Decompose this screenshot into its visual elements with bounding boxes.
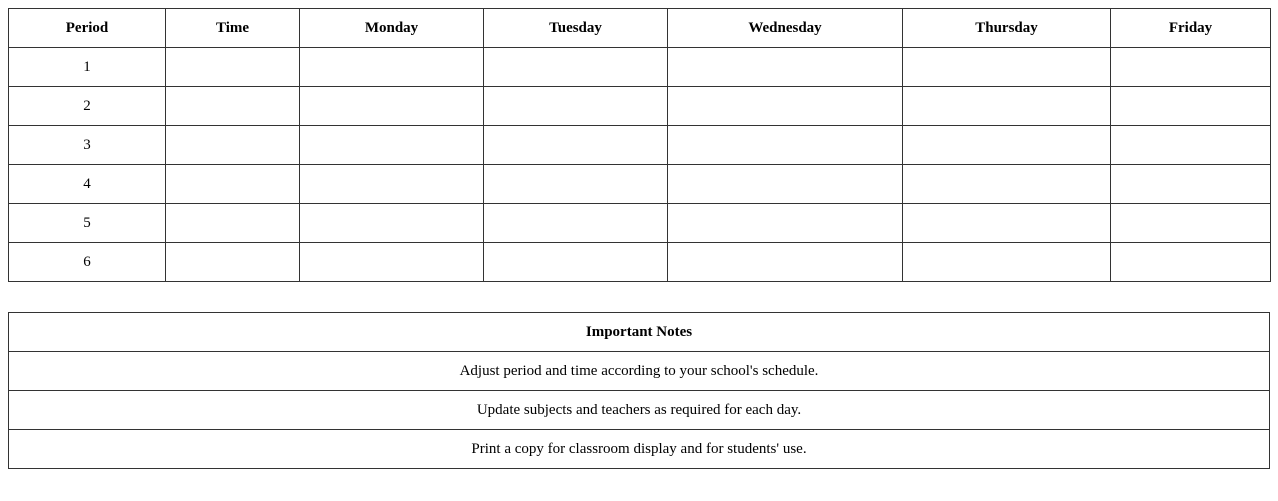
thursday-cell[interactable]	[903, 165, 1111, 204]
monday-cell[interactable]	[300, 48, 484, 87]
friday-cell[interactable]	[1111, 48, 1271, 87]
time-cell[interactable]	[166, 126, 300, 165]
monday-cell[interactable]	[300, 126, 484, 165]
wednesday-cell[interactable]	[668, 204, 903, 243]
note-item: Adjust period and time according to your school's schedule.	[9, 352, 1270, 391]
notes-title: Important Notes	[9, 313, 1270, 352]
period-cell: 3	[9, 126, 166, 165]
friday-cell[interactable]	[1111, 126, 1271, 165]
header-monday: Monday	[300, 9, 484, 48]
header-period: Period	[9, 9, 166, 48]
table-row	[9, 352, 1270, 391]
period-cell: 6	[9, 243, 166, 282]
header-thursday: Thursday	[903, 9, 1111, 48]
header-tuesday: Tuesday	[484, 9, 668, 48]
tuesday-cell[interactable]	[484, 126, 668, 165]
tuesday-cell[interactable]	[484, 243, 668, 282]
tuesday-cell[interactable]	[484, 48, 668, 87]
notes-header-row	[9, 313, 1270, 352]
friday-cell[interactable]	[1111, 243, 1271, 282]
wednesday-cell[interactable]	[668, 165, 903, 204]
header-time: Time	[166, 9, 300, 48]
period-cell: 2	[9, 87, 166, 126]
friday-cell[interactable]	[1111, 87, 1271, 126]
time-cell[interactable]	[166, 243, 300, 282]
tuesday-cell[interactable]	[484, 87, 668, 126]
table-row	[9, 391, 1270, 430]
friday-cell[interactable]	[1111, 165, 1271, 204]
wednesday-cell[interactable]	[668, 48, 903, 87]
table-row	[9, 126, 1271, 165]
header-wednesday: Wednesday	[668, 9, 903, 48]
table-row	[9, 430, 1270, 469]
table-row	[9, 87, 1271, 126]
time-cell[interactable]	[166, 87, 300, 126]
thursday-cell[interactable]	[903, 87, 1111, 126]
thursday-cell[interactable]	[903, 204, 1111, 243]
table-row	[9, 243, 1271, 282]
tuesday-cell[interactable]	[484, 165, 668, 204]
wednesday-cell[interactable]	[668, 87, 903, 126]
time-cell[interactable]	[166, 48, 300, 87]
thursday-cell[interactable]	[903, 243, 1111, 282]
important-notes-table	[8, 312, 1270, 469]
thursday-cell[interactable]	[903, 48, 1111, 87]
time-cell[interactable]	[166, 165, 300, 204]
monday-cell[interactable]	[300, 87, 484, 126]
friday-cell[interactable]	[1111, 204, 1271, 243]
monday-cell[interactable]	[300, 243, 484, 282]
note-item: Update subjects and teachers as required for each day.	[9, 391, 1270, 430]
time-cell[interactable]	[166, 204, 300, 243]
table-row	[9, 204, 1271, 243]
wednesday-cell[interactable]	[668, 243, 903, 282]
thursday-cell[interactable]	[903, 126, 1111, 165]
period-cell: 4	[9, 165, 166, 204]
timetable	[8, 8, 1271, 282]
wednesday-cell[interactable]	[668, 126, 903, 165]
timetable-header-row	[9, 9, 1271, 48]
note-item: Print a copy for classroom display and for students' use.	[9, 430, 1270, 469]
period-cell: 5	[9, 204, 166, 243]
table-row	[9, 165, 1271, 204]
tuesday-cell[interactable]	[484, 204, 668, 243]
table-row	[9, 48, 1271, 87]
period-cell: 1	[9, 48, 166, 87]
header-friday: Friday	[1111, 9, 1271, 48]
monday-cell[interactable]	[300, 204, 484, 243]
monday-cell[interactable]	[300, 165, 484, 204]
